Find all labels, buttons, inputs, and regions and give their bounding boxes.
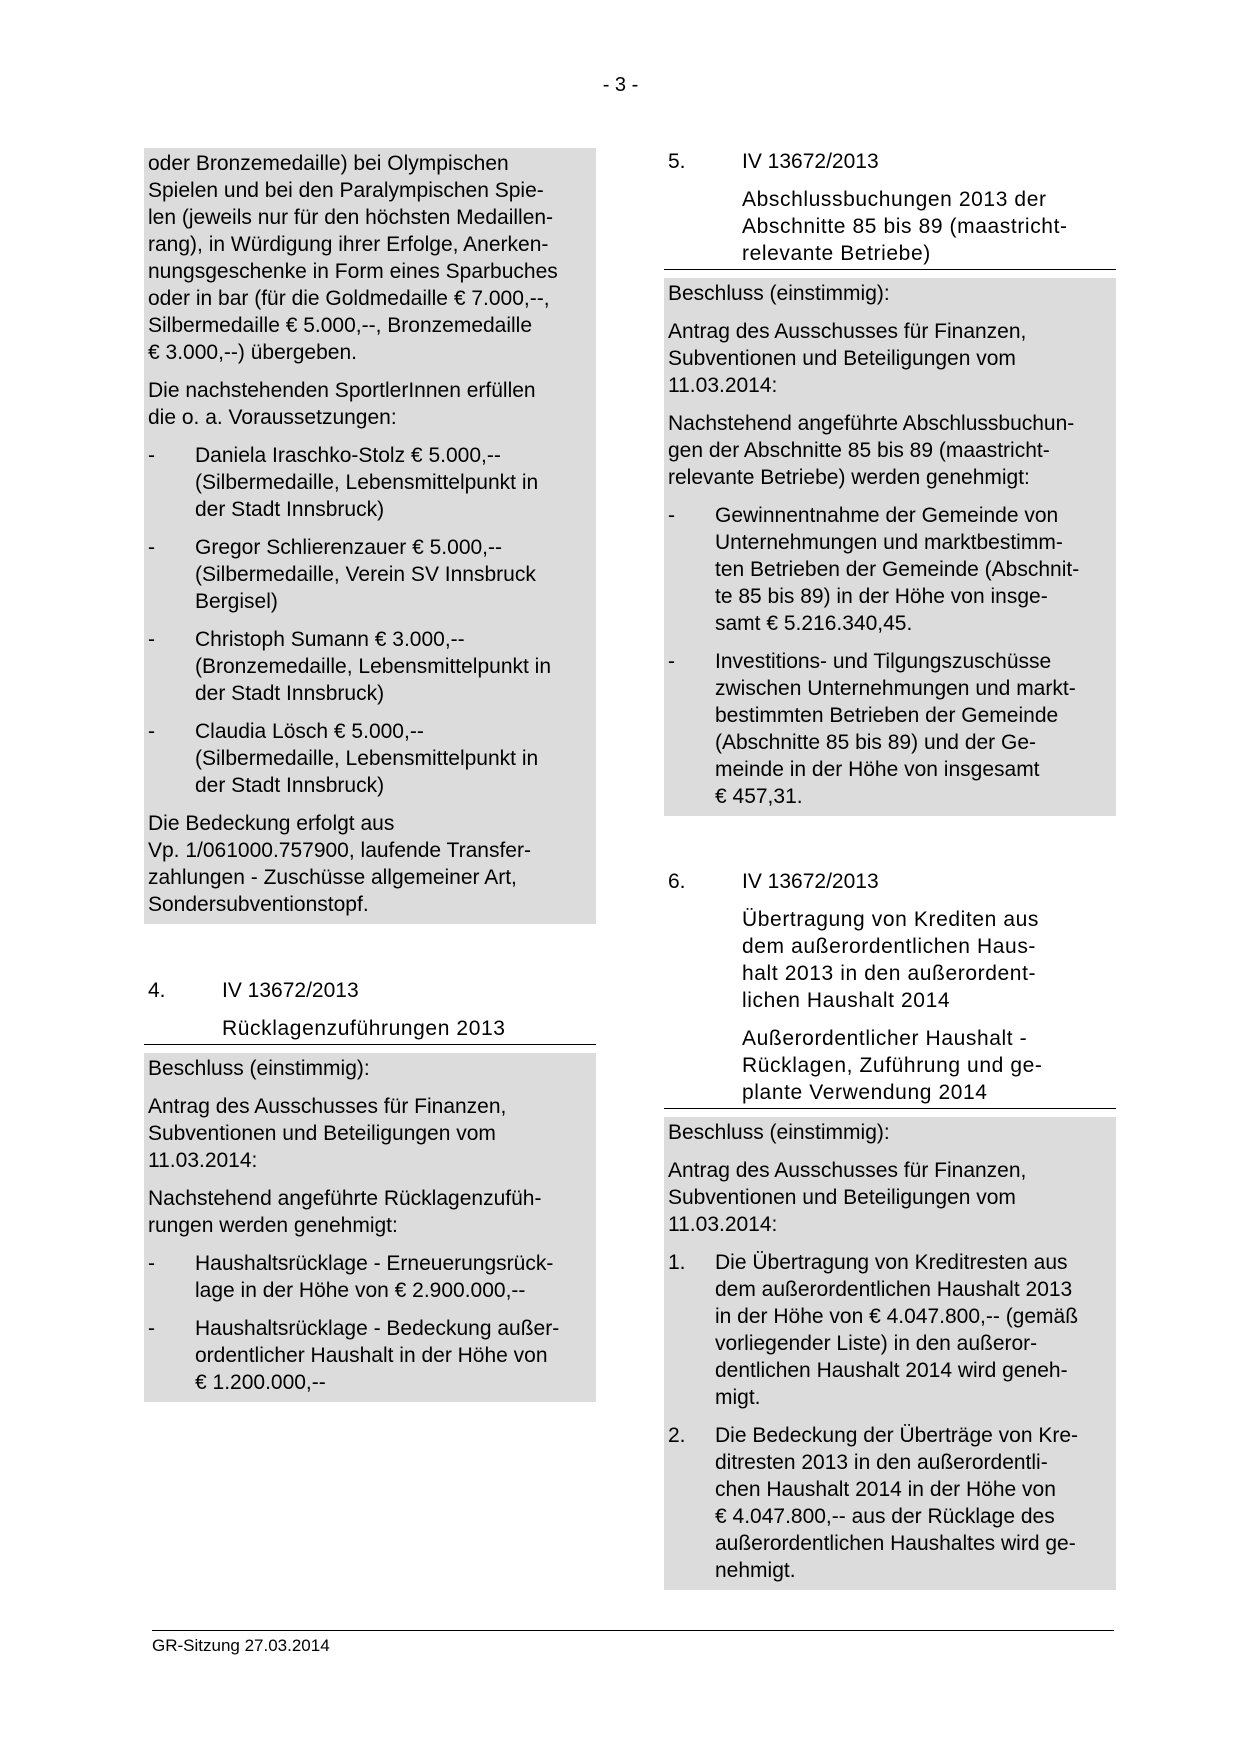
footer-text: GR-Sitzung 27.03.2014 — [152, 1636, 330, 1655]
list-item — [668, 1422, 1112, 1584]
item-text: Gewinnentnahme der Gemeinde von Unternehmungen und marktbestimm- ten Betrieben der Gemeinde (Abschnit- te 85 bis 89) in der Höhe von insge- samt € 5.216.340,45. — [715, 504, 1080, 635]
list-number: 1. — [668, 1251, 686, 1274]
section-6-heading — [664, 868, 1116, 1106]
list-item — [148, 718, 592, 799]
section-title: Abschlussbuchungen 2013 der Abschnitte 85 bis 89 (maastricht- relevante Betriebe) — [742, 188, 1068, 265]
list-number: 2. — [668, 1424, 686, 1447]
list-item — [668, 502, 1112, 637]
section-title: Rücklagenzuführungen 2013 — [222, 1017, 506, 1040]
section-5-heading — [664, 148, 1116, 267]
section-title: Übertragung von Krediten aus dem außerordentlichen Haus- halt 2013 in den außerordent- lichen Haushalt 2014 — [742, 908, 1039, 1012]
section-4-heading — [144, 977, 596, 1042]
bullet-dash: - — [148, 536, 155, 559]
motion-text: Antrag des Ausschusses für Finanzen, Subventionen und Beteiligungen vom 11.03.2014: — [148, 1095, 507, 1172]
section-number: 5. — [668, 150, 686, 173]
section-subtitle: Außerordentlicher Haushalt - Rücklagen, Zuführung und ge- plante Verwendung 2014 — [742, 1027, 1043, 1104]
decision-label: Beschluss (einstimmig): — [668, 282, 890, 305]
list-item — [148, 626, 592, 707]
section-6-body — [664, 1117, 1116, 1590]
item-text: Haushaltsrücklage - Erneuerungsrück- lage in der Höhe von € 2.900.000,-- — [195, 1252, 554, 1302]
list-item — [148, 534, 592, 615]
left-column — [144, 148, 596, 1402]
item-text: Investitions- und Tilgungszuschüsse zwischen Unternehmungen und markt- bestimmten Betrieben der Gemeinde (Abschnitte 85 bis 89) und der Ge- meinde in der Höhe von insgesamt € 457,31. — [715, 650, 1076, 808]
list-item — [148, 442, 592, 523]
list-item — [148, 1250, 592, 1304]
bullet-dash: - — [148, 628, 155, 651]
list-item — [668, 648, 1112, 810]
athlete-entry: Claudia Lösch € 5.000,-- (Silbermedaille, Lebensmittelpunkt in der Stadt Innsbruck) — [195, 720, 539, 797]
award-paragraph: oder Bronzemedaille) bei Olympischen Spielen und bei den Paralympischen Spie- len (jeweils nur für den höchsten Medaillen- rang), in Würdigung ihrer Erfolge, Anerken- nungsgeschenke in Form eines Sparbuches oder in bar (für die Goldmedaille € 7.000,--, Silbermedaille € 5.000,--, Bronzemedaille € 3.000,--) übergeben. — [148, 152, 558, 364]
intro-text: Nachstehend angeführte Rücklagenzufüh- rungen werden genehmigt: — [148, 1187, 542, 1237]
item-text: Die Bedeckung der Überträge von Kre- ditresten 2013 in den außerordentli- chen Haushalt 2014 in der Höhe von € 4.047.800,-- aus der Rücklage des außerordentlichen Haushaltes wird ge- nehmigt. — [715, 1424, 1079, 1582]
section-number: 6. — [668, 870, 686, 893]
section-number: 4. — [148, 979, 166, 1002]
section-ref: IV 13672/2013 — [742, 870, 879, 893]
bullet-dash: - — [148, 1317, 155, 1340]
section-rule — [144, 1044, 596, 1045]
motion-text: Antrag des Ausschusses für Finanzen, Subventionen und Beteiligungen vom 11.03.2014: — [668, 320, 1027, 397]
motion-text: Antrag des Ausschusses für Finanzen, Subventionen und Beteiligungen vom 11.03.2014: — [668, 1159, 1027, 1236]
intro-text: Nachstehend angeführte Abschlussbuchun- gen der Abschnitte 85 bis 89 (maastricht- relevante Betriebe) werden genehmigt: — [668, 412, 1075, 489]
athlete-entry: Daniela Iraschko-Stolz € 5.000,-- (Silbermedaille, Lebensmittelpunkt in der Stadt Innsbruck) — [195, 444, 539, 521]
bullet-dash: - — [148, 444, 155, 467]
bullet-dash: - — [148, 1252, 155, 1275]
section-ref: IV 13672/2013 — [222, 979, 359, 1002]
page-number: - 3 - — [602, 74, 639, 96]
decision-label: Beschluss (einstimmig): — [668, 1121, 890, 1144]
athlete-entry: Christoph Sumann € 3.000,-- (Bronzemedaille, Lebensmittelpunkt in der Stadt Innsbruck) — [195, 628, 552, 705]
bullet-dash: - — [148, 720, 155, 743]
section-5-body — [664, 278, 1116, 816]
right-column — [664, 148, 1116, 1590]
section-rule — [664, 269, 1116, 270]
bullet-dash: - — [668, 650, 675, 673]
athletes-intro: Die nachstehenden SportlerInnen erfüllen die o. a. Voraussetzungen: — [148, 379, 536, 429]
sport-award-block — [144, 148, 596, 924]
section-rule — [664, 1108, 1116, 1109]
section-ref: IV 13672/2013 — [742, 150, 879, 173]
item-text: Die Übertragung von Kreditresten aus dem außerordentlichen Haushalt 2013 in der Höhe von € 4.047.800,-- (gemäß vorliegender Liste) in den außeror- dentlichen Haushalt 2014 wird geneh- migt. — [715, 1251, 1079, 1409]
section-4-body — [144, 1053, 596, 1402]
athlete-entry: Gregor Schlierenzauer € 5.000,-- (Silbermedaille, Verein SV Innsbruck Bergisel) — [195, 536, 536, 613]
coverage-paragraph: Die Bedeckung erfolgt aus Vp. 1/061000.757900, laufende Transfer- zahlungen - Zuschüsse allgemeiner Art, Sondersubventionstopf. — [148, 812, 531, 916]
decision-label: Beschluss (einstimmig): — [148, 1057, 370, 1080]
item-text: Haushaltsrücklage - Bedeckung außer- ordentlicher Haushalt in der Höhe von € 1.200.000,-- — [195, 1317, 560, 1394]
bullet-dash: - — [668, 504, 675, 527]
list-item — [668, 1249, 1112, 1411]
footer-rule — [152, 1630, 1114, 1631]
list-item — [148, 1315, 592, 1396]
